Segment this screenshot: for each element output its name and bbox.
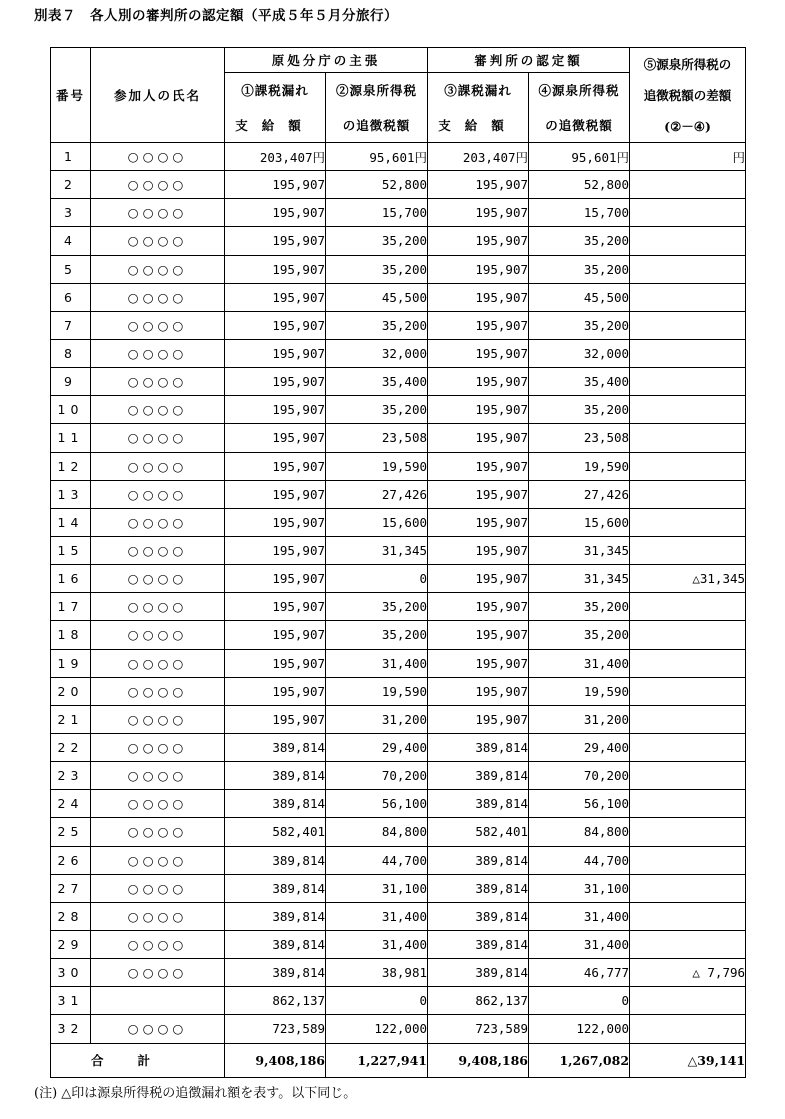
col2-value: 35,400	[326, 368, 428, 396]
participant-name: ○○○○	[91, 255, 225, 283]
header-participant-name: 参加人の氏名	[91, 48, 225, 143]
col5-value	[630, 227, 746, 255]
table-row	[51, 424, 746, 452]
table-row	[51, 1015, 746, 1043]
participant-name: ○○○○	[91, 424, 225, 452]
col1-value: 195,907	[225, 339, 326, 367]
participant-name: ○○○○	[91, 790, 225, 818]
row-number: 8	[51, 339, 91, 367]
col3-value: 195,907	[428, 255, 529, 283]
col1-value: 389,814	[225, 846, 326, 874]
col2-value: 35,200	[326, 227, 428, 255]
row-number: 13	[51, 480, 91, 508]
participant-name: ○○○○	[91, 593, 225, 621]
col5-value	[630, 199, 746, 227]
header-col4-line1: ④源泉所得税	[538, 83, 620, 99]
col2-value: 35,200	[326, 311, 428, 339]
participant-name: ○○○○	[91, 930, 225, 958]
table-row	[51, 508, 746, 536]
col4-value: 35,200	[529, 396, 630, 424]
col2-value: 15,700	[326, 199, 428, 227]
col3-value: 389,814	[428, 874, 529, 902]
row-number: 3	[51, 199, 91, 227]
col2-value: 27,426	[326, 480, 428, 508]
col3-value: 195,907	[428, 536, 529, 564]
col3-value: 389,814	[428, 733, 529, 761]
participant-name: ○○○○	[91, 339, 225, 367]
col3-value: 195,907	[428, 368, 529, 396]
row-number: 9	[51, 368, 91, 396]
header-col5-line3: (②－④)	[664, 119, 711, 134]
col4-value: 31,400	[529, 930, 630, 958]
table-row	[51, 705, 746, 733]
col4-value: 0	[529, 987, 630, 1015]
col4-value: 35,400	[529, 368, 630, 396]
col3-value: 195,907	[428, 677, 529, 705]
header-col5-line2: 追徴税額の差額	[643, 88, 732, 103]
col3-value: 195,907	[428, 199, 529, 227]
row-number: 19	[51, 649, 91, 677]
col5-value	[630, 536, 746, 564]
row-number: 27	[51, 874, 91, 902]
header-col4-line2: の追徴税額	[545, 117, 613, 133]
col2-value: 45,500	[326, 283, 428, 311]
col4-value: 44,700	[529, 846, 630, 874]
total-col5: △39,141	[630, 1043, 746, 1077]
col1-value: 195,907	[225, 311, 326, 339]
table-row	[51, 818, 746, 846]
row-number: 6	[51, 283, 91, 311]
col5-value	[630, 311, 746, 339]
participant-name: ○○○○	[91, 874, 225, 902]
row-number: 22	[51, 733, 91, 761]
col2-value: 29,400	[326, 733, 428, 761]
participant-name: ○○○○	[91, 818, 225, 846]
col3-value: 389,814	[428, 790, 529, 818]
table-row	[51, 283, 746, 311]
col4-value: 70,200	[529, 762, 630, 790]
col5-value	[630, 705, 746, 733]
col1-value: 389,814	[225, 902, 326, 930]
col5-value	[630, 621, 746, 649]
header-col1	[225, 73, 326, 143]
col1-value: 195,907	[225, 536, 326, 564]
table-row	[51, 649, 746, 677]
participant-name: ○○○○	[91, 480, 225, 508]
col5-value	[630, 255, 746, 283]
total-row	[51, 1043, 746, 1077]
participant-name: ○○○○	[91, 621, 225, 649]
col2-value: 84,800	[326, 818, 428, 846]
participant-name: ○○○○	[91, 846, 225, 874]
row-number: 23	[51, 762, 91, 790]
row-number: 5	[51, 255, 91, 283]
table-row	[51, 227, 746, 255]
col4-value: 95,601円	[529, 143, 630, 171]
col3-value: 195,907	[428, 621, 529, 649]
header-col1-line1: ①課税漏れ	[241, 83, 309, 99]
col4-value: 31,345	[529, 536, 630, 564]
assessment-table	[50, 47, 746, 1078]
participant-name: ○○○○	[91, 762, 225, 790]
participant-name: ○○○○	[91, 1015, 225, 1043]
col4-value: 19,590	[529, 452, 630, 480]
col3-value: 389,814	[428, 846, 529, 874]
row-number: 21	[51, 705, 91, 733]
col5-value	[630, 733, 746, 761]
col1-value: 203,407円	[225, 143, 326, 171]
col1-value: 195,907	[225, 649, 326, 677]
col5-value	[630, 368, 746, 396]
col5-value: △31,345	[630, 565, 746, 593]
row-number: 25	[51, 818, 91, 846]
table-row	[51, 536, 746, 564]
table-row	[51, 480, 746, 508]
col1-value: 389,814	[225, 762, 326, 790]
col5-value	[630, 480, 746, 508]
row-number: 11	[51, 424, 91, 452]
participant-name: ○○○○	[91, 396, 225, 424]
col1-value: 195,907	[225, 480, 326, 508]
total-col4: 1,267,082	[529, 1043, 630, 1077]
participant-name: ○○○○	[91, 283, 225, 311]
participant-name: ○○○○	[91, 733, 225, 761]
col3-value: 389,814	[428, 902, 529, 930]
col4-value: 32,000	[529, 339, 630, 367]
col3-value: 195,907	[428, 593, 529, 621]
col2-value: 31,400	[326, 930, 428, 958]
table-row	[51, 368, 746, 396]
participant-name: ○○○○	[91, 368, 225, 396]
row-number: 2	[51, 171, 91, 199]
col2-value: 19,590	[326, 677, 428, 705]
col3-value: 723,589	[428, 1015, 529, 1043]
table-row	[51, 565, 746, 593]
header-number: 番号	[51, 48, 91, 143]
table-row	[51, 959, 746, 987]
col2-value: 31,200	[326, 705, 428, 733]
col4-value: 35,200	[529, 311, 630, 339]
col3-value: 195,907	[428, 508, 529, 536]
col1-value: 862,137	[225, 987, 326, 1015]
participant-name: ○○○○	[91, 677, 225, 705]
row-number: 31	[51, 987, 91, 1015]
header-tribunal-finding: 審判所の認定額	[428, 48, 630, 73]
col1-value: 389,814	[225, 790, 326, 818]
col4-value: 56,100	[529, 790, 630, 818]
col3-value: 389,814	[428, 762, 529, 790]
col2-value: 23,508	[326, 424, 428, 452]
table-row	[51, 396, 746, 424]
header-col4	[529, 73, 630, 143]
row-number: 15	[51, 536, 91, 564]
col3-value: 195,907	[428, 311, 529, 339]
row-number: 18	[51, 621, 91, 649]
col1-value: 195,907	[225, 396, 326, 424]
table-row	[51, 452, 746, 480]
col4-value: 35,200	[529, 227, 630, 255]
col3-value: 195,907	[428, 396, 529, 424]
col3-value: 203,407円	[428, 143, 529, 171]
col4-value: 35,200	[529, 593, 630, 621]
table-row	[51, 311, 746, 339]
col4-value: 45,500	[529, 283, 630, 311]
col1-value: 195,907	[225, 705, 326, 733]
col5-value	[630, 508, 746, 536]
col4-value: 31,100	[529, 874, 630, 902]
row-number: 29	[51, 930, 91, 958]
table-row	[51, 339, 746, 367]
total-label: 合計	[51, 1043, 225, 1077]
table-row	[51, 255, 746, 283]
col2-value: 70,200	[326, 762, 428, 790]
participant-name: ○○○○	[91, 902, 225, 930]
table-body	[51, 143, 746, 1044]
col3-value: 195,907	[428, 705, 529, 733]
col1-value: 195,907	[225, 593, 326, 621]
col2-value: 38,981	[326, 959, 428, 987]
participant-name: ○○○○	[91, 565, 225, 593]
col2-value: 44,700	[326, 846, 428, 874]
col4-value: 52,800	[529, 171, 630, 199]
col5-value	[630, 987, 746, 1015]
row-number: 24	[51, 790, 91, 818]
participant-name	[91, 987, 225, 1015]
col1-value: 389,814	[225, 959, 326, 987]
participant-name: ○○○○	[91, 199, 225, 227]
row-number: 20	[51, 677, 91, 705]
table-row	[51, 790, 746, 818]
participant-name: ○○○○	[91, 536, 225, 564]
participant-name: ○○○○	[91, 143, 225, 171]
col5-value	[630, 396, 746, 424]
col2-value: 95,601円	[326, 143, 428, 171]
col2-value: 15,600	[326, 508, 428, 536]
col4-value: 19,590	[529, 677, 630, 705]
col1-value: 195,907	[225, 199, 326, 227]
row-number: 7	[51, 311, 91, 339]
row-number: 4	[51, 227, 91, 255]
col2-value: 35,200	[326, 255, 428, 283]
col1-value: 195,907	[225, 227, 326, 255]
col4-value: 29,400	[529, 733, 630, 761]
col2-value: 35,200	[326, 396, 428, 424]
col2-value: 31,400	[326, 902, 428, 930]
col1-value: 195,907	[225, 452, 326, 480]
participant-name: ○○○○	[91, 311, 225, 339]
col4-value: 35,200	[529, 621, 630, 649]
col4-value: 31,400	[529, 649, 630, 677]
table-row	[51, 621, 746, 649]
col5-value	[630, 452, 746, 480]
col5-value	[630, 593, 746, 621]
col1-value: 195,907	[225, 621, 326, 649]
col1-value: 195,907	[225, 508, 326, 536]
col3-value: 195,907	[428, 171, 529, 199]
col1-value: 389,814	[225, 930, 326, 958]
header-col5	[630, 48, 746, 143]
col4-value: 27,426	[529, 480, 630, 508]
header-col3-line1: ③課税漏れ	[444, 83, 512, 99]
table-row	[51, 874, 746, 902]
col2-value: 52,800	[326, 171, 428, 199]
col5-value	[630, 902, 746, 930]
col3-value: 195,907	[428, 452, 529, 480]
col4-value: 46,777	[529, 959, 630, 987]
participant-name: ○○○○	[91, 959, 225, 987]
col2-value: 0	[326, 987, 428, 1015]
col1-value: 582,401	[225, 818, 326, 846]
col1-value: 195,907	[225, 677, 326, 705]
header-col2-line2: の追徴税額	[342, 117, 411, 133]
row-number: 12	[51, 452, 91, 480]
total-col1: 9,408,186	[225, 1043, 326, 1077]
col4-value: 15,700	[529, 199, 630, 227]
col1-value: 389,814	[225, 874, 326, 902]
col4-value: 122,000	[529, 1015, 630, 1043]
row-number: 32	[51, 1015, 91, 1043]
header-original-agency-claim: 原処分庁の主張	[225, 48, 428, 73]
header-col3	[428, 73, 529, 143]
row-number: 16	[51, 565, 91, 593]
participant-name: ○○○○	[91, 452, 225, 480]
col1-value: 195,907	[225, 255, 326, 283]
table-row	[51, 930, 746, 958]
participant-name: ○○○○	[91, 649, 225, 677]
col5-value	[630, 874, 746, 902]
col2-value: 19,590	[326, 452, 428, 480]
col4-value: 31,200	[529, 705, 630, 733]
col1-value: 195,907	[225, 171, 326, 199]
col1-value: 389,814	[225, 733, 326, 761]
col1-value: 195,907	[225, 424, 326, 452]
col2-value: 35,200	[326, 593, 428, 621]
header-col1-line2: 支給額	[235, 117, 315, 133]
col3-value: 195,907	[428, 424, 529, 452]
participant-name: ○○○○	[91, 171, 225, 199]
table-row	[51, 199, 746, 227]
row-number: 17	[51, 593, 91, 621]
participant-name: ○○○○	[91, 227, 225, 255]
footnote: (注) △印は源泉所得税の追徴漏れ額を表す。以下同じ。	[34, 1086, 357, 1101]
table-row	[51, 143, 746, 171]
col2-value: 0	[326, 565, 428, 593]
col3-value: 195,907	[428, 227, 529, 255]
col5-value	[630, 762, 746, 790]
col1-value: 195,907	[225, 565, 326, 593]
header-col3-line2: 支給額	[438, 117, 518, 133]
col4-value: 31,400	[529, 902, 630, 930]
row-number: 30	[51, 959, 91, 987]
col3-value: 582,401	[428, 818, 529, 846]
col5-value	[630, 339, 746, 367]
col3-value: 389,814	[428, 959, 529, 987]
row-number: 28	[51, 902, 91, 930]
col2-value: 31,400	[326, 649, 428, 677]
table-row	[51, 733, 746, 761]
col4-value: 23,508	[529, 424, 630, 452]
total-col2: 1,227,941	[326, 1043, 428, 1077]
col5-value: △ 7,796	[630, 959, 746, 987]
col3-value: 195,907	[428, 480, 529, 508]
col1-value: 195,907	[225, 283, 326, 311]
col4-value: 84,800	[529, 818, 630, 846]
row-number: 26	[51, 846, 91, 874]
col3-value: 195,907	[428, 649, 529, 677]
table-row	[51, 902, 746, 930]
table-row	[51, 677, 746, 705]
row-number: 10	[51, 396, 91, 424]
col5-value	[630, 1015, 746, 1043]
col2-value: 56,100	[326, 790, 428, 818]
col5-value	[630, 677, 746, 705]
col2-value: 32,000	[326, 339, 428, 367]
col3-value: 195,907	[428, 283, 529, 311]
col5-value	[630, 424, 746, 452]
col3-value: 389,814	[428, 930, 529, 958]
table-row	[51, 593, 746, 621]
col5-value	[630, 649, 746, 677]
table-row	[51, 987, 746, 1015]
col5-value	[630, 283, 746, 311]
col5-value	[630, 818, 746, 846]
header-col2	[326, 73, 428, 143]
col2-value: 122,000	[326, 1015, 428, 1043]
col1-value: 195,907	[225, 368, 326, 396]
col2-value: 31,100	[326, 874, 428, 902]
participant-name: ○○○○	[91, 705, 225, 733]
col5-value	[630, 790, 746, 818]
col5-value	[630, 846, 746, 874]
col2-value: 35,200	[326, 621, 428, 649]
col2-value: 31,345	[326, 536, 428, 564]
col4-value: 35,200	[529, 255, 630, 283]
table-row	[51, 846, 746, 874]
header-col2-line1: ②源泉所得税	[336, 83, 418, 99]
col5-value	[630, 930, 746, 958]
row-number: 14	[51, 508, 91, 536]
col4-value: 31,345	[529, 565, 630, 593]
col3-value: 862,137	[428, 987, 529, 1015]
col5-value	[630, 171, 746, 199]
col3-value: 195,907	[428, 565, 529, 593]
col4-value: 15,600	[529, 508, 630, 536]
total-col3: 9,408,186	[428, 1043, 529, 1077]
table-title: 別表７ 各人別の審判所の認定額（平成５年５月分旅行）	[34, 8, 398, 24]
col1-value: 723,589	[225, 1015, 326, 1043]
table-row	[51, 171, 746, 199]
row-number: 1	[51, 143, 91, 171]
table-row	[51, 762, 746, 790]
col5-value: 円	[630, 143, 746, 171]
header-col5-line1: ⑤源泉所得税の	[643, 57, 732, 72]
col3-value: 195,907	[428, 339, 529, 367]
participant-name: ○○○○	[91, 508, 225, 536]
